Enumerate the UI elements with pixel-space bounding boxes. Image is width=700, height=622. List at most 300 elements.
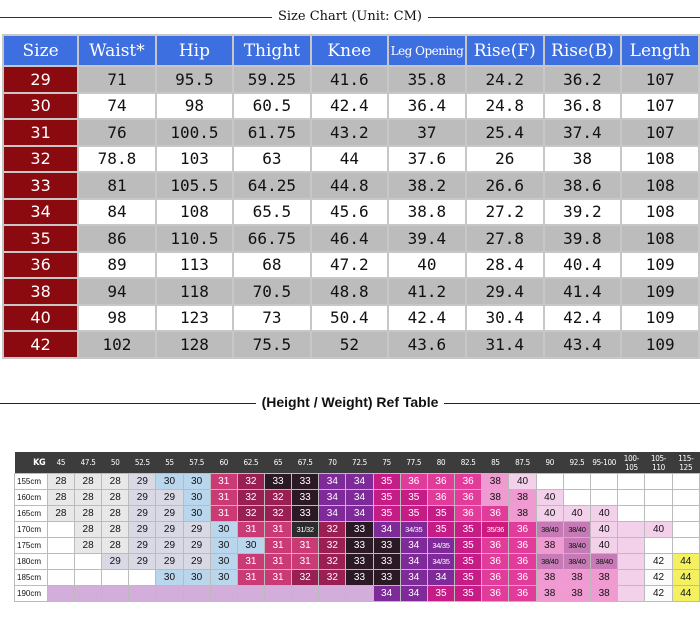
size-value-cell: 109 <box>622 306 698 331</box>
size-value-cell: 27.8 <box>467 226 543 251</box>
hw-value-cell: 29 <box>129 538 156 554</box>
size-value-cell: 84 <box>79 200 155 225</box>
hw-row <box>15 586 700 602</box>
hw-value-cell: 29 <box>129 554 156 570</box>
hw-value-cell <box>47 554 74 570</box>
size-value-cell: 78.8 <box>79 147 155 172</box>
hw-value-cell: 38 <box>591 570 618 586</box>
hw-value-cell: 28 <box>75 474 102 490</box>
weight-header-cell: 77.5 <box>400 452 427 474</box>
hw-value-cell: 38 <box>482 474 509 490</box>
hw-value-cell <box>645 538 672 554</box>
size-value-cell: 41.2 <box>389 279 465 304</box>
hw-value-cell: 38/40 <box>536 554 563 570</box>
hw-value-cell <box>129 586 156 602</box>
size-value-cell: 89 <box>79 253 155 278</box>
size-value-cell: 43.2 <box>312 120 387 145</box>
hw-value-cell <box>129 570 156 586</box>
size-value-cell: 28.4 <box>467 253 543 278</box>
hw-value-cell: 35 <box>400 490 427 506</box>
hw-value-cell: 34 <box>400 586 427 602</box>
hw-value-cell <box>618 554 645 570</box>
size-label-cell: 42 <box>4 332 77 357</box>
hw-value-cell: 35 <box>427 522 454 538</box>
size-value-cell: 60.5 <box>234 94 310 119</box>
size-value-cell: 109 <box>622 332 698 357</box>
height-label-cell: 165cm <box>15 506 48 522</box>
size-value-cell: 26.6 <box>467 173 543 198</box>
hw-value-cell: 34 <box>373 586 400 602</box>
hw-value-cell: 30 <box>183 506 210 522</box>
size-label-cell: 29 <box>4 67 77 92</box>
size-value-cell: 63 <box>234 147 310 172</box>
hw-value-cell: 38/40 <box>536 522 563 538</box>
hw-value-cell: 34 <box>427 570 454 586</box>
hw-value-cell: 32 <box>319 538 346 554</box>
size-value-cell: 118 <box>157 279 232 304</box>
size-value-cell: 37.4 <box>545 120 621 145</box>
size-row <box>4 226 698 251</box>
hw-value-cell: 36 <box>482 538 509 554</box>
hw-value-cell <box>264 586 291 602</box>
weight-header-cell: 115-125 <box>672 452 699 474</box>
hw-value-cell <box>645 490 672 506</box>
size-value-cell: 46.4 <box>312 226 387 251</box>
hw-value-cell <box>47 538 74 554</box>
hw-value-cell: 30 <box>156 474 183 490</box>
size-value-cell: 38.6 <box>545 173 621 198</box>
hw-value-cell: 38/40 <box>563 554 590 570</box>
size-value-cell: 36.4 <box>389 94 465 119</box>
size-value-cell: 74 <box>79 94 155 119</box>
hw-value-cell <box>591 474 618 490</box>
weight-header-cell: 105-110 <box>645 452 672 474</box>
size-value-cell: 42.4 <box>312 94 387 119</box>
size-value-cell: 61.75 <box>234 120 310 145</box>
hw-row <box>15 490 700 506</box>
hw-value-cell: 42 <box>645 586 672 602</box>
size-row <box>4 147 698 172</box>
hw-value-cell <box>536 474 563 490</box>
hw-value-cell <box>563 474 590 490</box>
size-value-cell: 48.8 <box>312 279 387 304</box>
hw-value-cell: 40 <box>509 474 536 490</box>
hw-value-cell: 38/40 <box>563 538 590 554</box>
weight-header-cell: 47.5 <box>75 452 102 474</box>
hw-value-cell: 31 <box>237 554 264 570</box>
hw-value-cell: 30 <box>210 554 237 570</box>
weight-header-cell: 52.5 <box>129 452 156 474</box>
hw-value-cell: 36 <box>427 474 454 490</box>
hw-value-cell: 29 <box>156 490 183 506</box>
size-value-cell: 113 <box>157 253 232 278</box>
height-label-cell: 185cm <box>15 570 48 586</box>
size-value-cell: 73 <box>234 306 310 331</box>
hw-value-cell: 35 <box>373 490 400 506</box>
size-value-cell: 43.4 <box>545 332 621 357</box>
hw-value-cell <box>672 522 699 538</box>
hw-value-cell: 33 <box>346 538 373 554</box>
size-chart-title-row <box>0 0 700 36</box>
size-value-cell: 31.4 <box>467 332 543 357</box>
hw-value-cell <box>75 586 102 602</box>
hw-value-cell <box>645 474 672 490</box>
height-label-cell: 160cm <box>15 490 48 506</box>
size-value-cell: 47.2 <box>312 253 387 278</box>
size-value-cell: 41.6 <box>312 67 387 92</box>
weight-header-cell: 55 <box>156 452 183 474</box>
hw-value-cell: 36 <box>455 506 482 522</box>
hw-value-cell: 28 <box>47 506 74 522</box>
hw-value-cell: 32 <box>264 490 291 506</box>
hw-value-cell: 31 <box>210 490 237 506</box>
hw-value-cell: 42 <box>645 570 672 586</box>
hw-value-cell <box>618 538 645 554</box>
size-value-cell: 43.6 <box>389 332 465 357</box>
hw-value-cell: 31 <box>292 554 319 570</box>
hw-value-cell: 33 <box>373 538 400 554</box>
weight-header-cell: 85 <box>482 452 509 474</box>
hw-value-cell <box>75 570 102 586</box>
hw-value-cell <box>292 586 319 602</box>
hw-value-cell: 31 <box>264 570 291 586</box>
size-header-cell: Thight <box>234 36 310 65</box>
hw-value-cell: 31 <box>264 522 291 538</box>
hw-value-cell: 28 <box>47 490 74 506</box>
hw-row <box>15 474 700 490</box>
hw-value-cell <box>618 570 645 586</box>
weight-header-cell: 90 <box>536 452 563 474</box>
hw-value-cell: 28 <box>102 474 129 490</box>
hw-value-cell: 38/40 <box>591 554 618 570</box>
size-value-cell: 39.4 <box>389 226 465 251</box>
size-row <box>4 253 698 278</box>
hw-value-cell <box>47 522 74 538</box>
hw-value-cell: 29 <box>156 506 183 522</box>
hw-value-cell <box>672 506 699 522</box>
size-value-cell: 94 <box>79 279 155 304</box>
weight-header-cell: 57.5 <box>183 452 210 474</box>
weight-header-cell: 72.5 <box>346 452 373 474</box>
hw-value-cell <box>183 586 210 602</box>
hw-value-cell: 28 <box>75 522 102 538</box>
size-value-cell: 68 <box>234 253 310 278</box>
hw-value-cell <box>47 586 74 602</box>
hw-value-cell: 32 <box>237 506 264 522</box>
hw-value-cell: 36 <box>400 474 427 490</box>
weight-header-cell: 100-105 <box>618 452 645 474</box>
hw-value-cell: 36 <box>427 490 454 506</box>
hw-value-cell: 29 <box>129 506 156 522</box>
hw-value-cell: 34/35 <box>427 538 454 554</box>
size-value-cell: 66.75 <box>234 226 310 251</box>
size-row <box>4 94 698 119</box>
hw-value-cell: 30 <box>210 570 237 586</box>
hw-value-cell <box>645 506 672 522</box>
hw-value-cell: 29 <box>129 490 156 506</box>
size-value-cell: 36.8 <box>545 94 621 119</box>
size-header-cell: Size <box>4 36 77 65</box>
hw-header-row <box>15 452 700 474</box>
weight-header-cell: 75 <box>373 452 400 474</box>
hw-value-cell: 36 <box>455 474 482 490</box>
hw-value-cell <box>75 554 102 570</box>
size-label-cell: 35 <box>4 226 77 251</box>
hw-value-cell: 38 <box>563 586 590 602</box>
hw-value-cell: 44 <box>672 586 699 602</box>
hw-value-cell: 33 <box>292 490 319 506</box>
hw-value-cell <box>102 586 129 602</box>
hw-value-cell <box>591 490 618 506</box>
hw-value-cell: 35 <box>455 554 482 570</box>
size-value-cell: 29.4 <box>467 279 543 304</box>
size-value-cell: 27.2 <box>467 200 543 225</box>
hw-value-cell: 33 <box>292 506 319 522</box>
hw-value-cell: 33 <box>373 570 400 586</box>
hw-value-cell: 30 <box>183 570 210 586</box>
size-value-cell: 98 <box>79 306 155 331</box>
hw-value-cell: 31 <box>237 522 264 538</box>
size-label-cell: 31 <box>4 120 77 145</box>
hw-value-cell: 33 <box>346 522 373 538</box>
hw-value-cell: 34 <box>346 474 373 490</box>
hw-value-cell: 40 <box>591 538 618 554</box>
hw-value-cell: 31 <box>210 506 237 522</box>
size-value-cell: 38.2 <box>389 173 465 198</box>
height-label-cell: 190cm <box>15 586 48 602</box>
hw-value-cell: 28 <box>75 506 102 522</box>
size-value-cell: 39.8 <box>545 226 621 251</box>
size-value-cell: 65.5 <box>234 200 310 225</box>
size-chart-title: Size Chart (Unit: CM) <box>272 9 428 24</box>
hw-value-cell: 33 <box>346 570 373 586</box>
size-value-cell: 50.4 <box>312 306 387 331</box>
hw-value-cell: 35 <box>455 538 482 554</box>
size-label-cell: 36 <box>4 253 77 278</box>
hw-value-cell: 40 <box>536 506 563 522</box>
kg-header-cell: KG <box>15 452 48 474</box>
hw-row <box>15 506 700 522</box>
size-header-cell: Waist* <box>79 36 155 65</box>
size-label-cell: 30 <box>4 94 77 119</box>
hw-value-cell: 34/35 <box>400 522 427 538</box>
hw-value-cell: 40 <box>563 506 590 522</box>
height-label-cell: 155cm <box>15 474 48 490</box>
weight-header-cell: 62.5 <box>237 452 264 474</box>
hw-value-cell: 36 <box>482 506 509 522</box>
hw-value-cell: 35 <box>373 474 400 490</box>
weight-header-cell: 65 <box>264 452 291 474</box>
weight-header-cell: 70 <box>319 452 346 474</box>
hw-value-cell <box>346 586 373 602</box>
size-chart-header-row <box>4 36 698 65</box>
hw-value-cell: 35 <box>455 586 482 602</box>
hw-value-cell: 36 <box>509 538 536 554</box>
size-value-cell: 38 <box>545 147 621 172</box>
hw-value-cell: 30 <box>237 538 264 554</box>
size-header-cell: Rise(F) <box>467 36 543 65</box>
height-weight-table <box>14 452 700 602</box>
size-value-cell: 42.4 <box>389 306 465 331</box>
size-value-cell: 75.5 <box>234 332 310 357</box>
weight-header-cell: 60 <box>210 452 237 474</box>
size-row <box>4 332 698 357</box>
hw-value-cell: 30 <box>210 538 237 554</box>
hw-value-cell: 33 <box>346 554 373 570</box>
hw-value-cell: 28 <box>102 538 129 554</box>
size-value-cell: 110.5 <box>157 226 232 251</box>
size-header-cell: Hip <box>157 36 232 65</box>
hw-value-cell: 34 <box>346 490 373 506</box>
weight-header-cell: 80 <box>427 452 454 474</box>
hw-value-cell: 38 <box>509 490 536 506</box>
size-value-cell: 108 <box>622 226 698 251</box>
hw-value-cell: 30 <box>183 474 210 490</box>
size-value-cell: 44.8 <box>312 173 387 198</box>
hw-value-cell <box>672 490 699 506</box>
size-value-cell: 39.2 <box>545 200 621 225</box>
hw-row <box>15 554 700 570</box>
hw-value-cell: 44 <box>672 570 699 586</box>
weight-header-cell: 95-100 <box>591 452 618 474</box>
hw-value-cell: 34 <box>319 506 346 522</box>
size-value-cell: 108 <box>622 147 698 172</box>
size-value-cell: 24.2 <box>467 67 543 92</box>
size-value-cell: 45.6 <box>312 200 387 225</box>
hw-value-cell: 34 <box>319 474 346 490</box>
size-header-cell: Length <box>622 36 698 65</box>
height-label-cell: 175cm <box>15 538 48 554</box>
hw-value-cell: 38 <box>482 490 509 506</box>
hw-value-cell: 31/32 <box>292 522 319 538</box>
hw-value-cell: 30 <box>156 570 183 586</box>
hw-value-cell: 33 <box>373 554 400 570</box>
size-header-cell: Leg Opening <box>389 36 465 65</box>
hw-value-cell: 28 <box>102 506 129 522</box>
hw-value-cell: 29 <box>102 554 129 570</box>
weight-header-cell: 87.5 <box>509 452 536 474</box>
hw-value-cell: 38 <box>563 570 590 586</box>
hw-value-cell: 36 <box>455 490 482 506</box>
hw-value-cell: 31 <box>264 538 291 554</box>
size-header-cell: Rise(B) <box>545 36 621 65</box>
hw-value-cell: 42 <box>645 554 672 570</box>
hw-value-cell: 38 <box>509 506 536 522</box>
size-value-cell: 25.4 <box>467 120 543 145</box>
size-value-cell: 102 <box>79 332 155 357</box>
hw-value-cell: 35/36 <box>482 522 509 538</box>
size-value-cell: 76 <box>79 120 155 145</box>
size-value-cell: 86 <box>79 226 155 251</box>
hw-value-cell: 29 <box>183 538 210 554</box>
hw-value-cell: 32 <box>264 506 291 522</box>
hw-value-cell <box>618 522 645 538</box>
hw-value-cell: 35 <box>455 570 482 586</box>
hw-value-cell: 36 <box>482 586 509 602</box>
weight-header-cell: 50 <box>102 452 129 474</box>
hw-value-cell: 29 <box>183 554 210 570</box>
hw-value-cell: 40 <box>645 522 672 538</box>
hw-row <box>15 570 700 586</box>
hw-value-cell: 29 <box>129 522 156 538</box>
hw-value-cell: 29 <box>129 474 156 490</box>
size-value-cell: 123 <box>157 306 232 331</box>
hw-value-cell: 38/40 <box>563 522 590 538</box>
hw-value-cell: 30 <box>210 522 237 538</box>
hw-row <box>15 522 700 538</box>
hw-value-cell: 34 <box>400 538 427 554</box>
size-value-cell: 105.5 <box>157 173 232 198</box>
hw-value-cell <box>47 570 74 586</box>
hw-value-cell <box>210 586 237 602</box>
hw-value-cell: 34 <box>319 490 346 506</box>
hw-value-cell: 29 <box>183 522 210 538</box>
size-value-cell: 44 <box>312 147 387 172</box>
hw-value-cell: 35 <box>427 506 454 522</box>
hw-value-cell: 32 <box>319 522 346 538</box>
hw-value-cell: 34/35 <box>427 554 454 570</box>
hw-value-cell <box>319 586 346 602</box>
size-value-cell: 107 <box>622 67 698 92</box>
size-value-cell: 30.4 <box>467 306 543 331</box>
hw-value-cell: 36 <box>509 554 536 570</box>
size-label-cell: 40 <box>4 306 77 331</box>
size-value-cell: 38.8 <box>389 200 465 225</box>
hw-value-cell: 36 <box>482 570 509 586</box>
hw-value-cell: 28 <box>102 522 129 538</box>
size-value-cell: 42.4 <box>545 306 621 331</box>
size-value-cell: 24.8 <box>467 94 543 119</box>
weight-header-cell: 67.5 <box>292 452 319 474</box>
hw-value-cell: 29 <box>156 522 183 538</box>
hw-value-cell: 36 <box>509 586 536 602</box>
hw-value-cell: 38 <box>536 538 563 554</box>
hw-value-cell <box>672 474 699 490</box>
size-label-cell: 32 <box>4 147 77 172</box>
hw-value-cell: 28 <box>47 474 74 490</box>
hw-value-cell: 29 <box>156 554 183 570</box>
hw-value-cell: 31 <box>210 474 237 490</box>
weight-header-cell: 45 <box>47 452 74 474</box>
hw-value-cell: 31 <box>292 538 319 554</box>
hw-value-cell <box>618 506 645 522</box>
size-row <box>4 120 698 145</box>
weight-header-cell: 82.5 <box>455 452 482 474</box>
size-value-cell: 100.5 <box>157 120 232 145</box>
hw-value-cell: 34 <box>373 522 400 538</box>
size-value-cell: 70.5 <box>234 279 310 304</box>
hw-value-cell: 38 <box>536 586 563 602</box>
hw-value-cell: 40 <box>591 506 618 522</box>
hw-value-cell: 38 <box>536 570 563 586</box>
size-value-cell: 37 <box>389 120 465 145</box>
size-value-cell: 59.25 <box>234 67 310 92</box>
hw-value-cell: 28 <box>75 538 102 554</box>
hw-value-cell <box>672 538 699 554</box>
size-value-cell: 108 <box>622 173 698 198</box>
size-value-cell: 109 <box>622 279 698 304</box>
hw-value-cell: 32 <box>237 474 264 490</box>
hw-value-cell: 34 <box>346 506 373 522</box>
hw-value-cell: 32 <box>292 570 319 586</box>
size-row <box>4 306 698 331</box>
hw-value-cell: 44 <box>672 554 699 570</box>
hw-value-cell: 28 <box>102 490 129 506</box>
hw-value-cell <box>618 490 645 506</box>
hw-value-cell: 29 <box>156 538 183 554</box>
hw-value-cell: 34 <box>400 570 427 586</box>
hw-value-cell: 32 <box>319 570 346 586</box>
